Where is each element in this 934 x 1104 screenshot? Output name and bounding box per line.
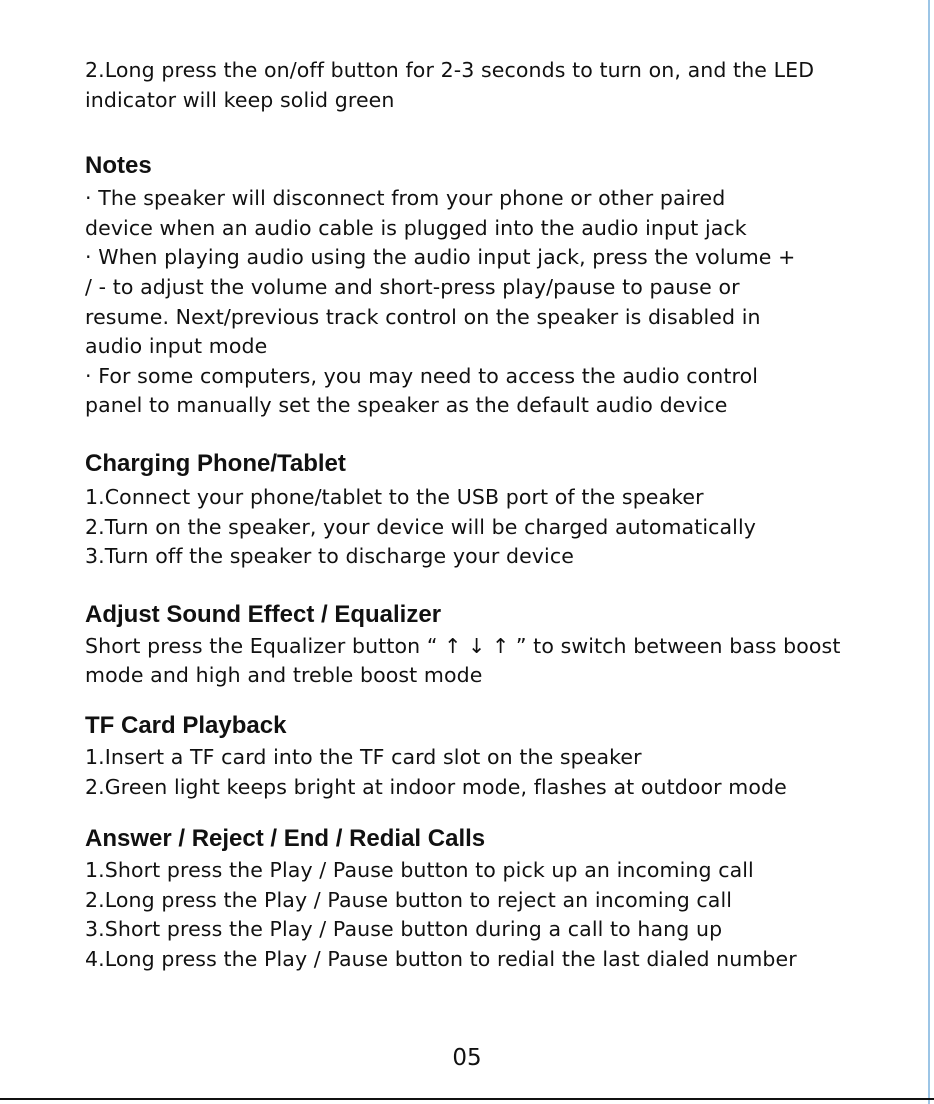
calls-line: 3.Short press the Play / Pause button during a call to hang up (85, 917, 723, 942)
equalizer-line: Short press the Equalizer button “ ↑ ↓ ↑ ” to switch between bass boost (85, 633, 841, 658)
charging-section (85, 449, 875, 572)
manual-page (85, 56, 875, 974)
page-number: 05 (452, 1045, 482, 1071)
charging-heading: Charging Phone/Tablet (85, 449, 346, 477)
calls-line: 1.Short press the Play / Pause button to pick up an incoming call (85, 858, 754, 883)
notes-line: device when an audio cable is plugged into the audio input jack (85, 215, 747, 240)
notes-section (85, 151, 875, 421)
bottom-rule (0, 1098, 934, 1100)
tf-card-line: 2.Green light keeps bright at indoor mode, flashes at outdoor mode (85, 774, 787, 799)
tf-card-line: 1.Insert a TF card into the TF card slot on the speaker (85, 744, 642, 769)
notes-line: · When playing audio using the audio input jack, press the volume + (85, 245, 796, 270)
calls-heading: Answer / Reject / End / Redial Calls (85, 825, 486, 853)
equalizer-section (85, 600, 875, 691)
intro-line: indicator will keep solid green (85, 87, 395, 112)
notes-heading: Notes (85, 152, 152, 180)
tf-card-section (85, 711, 875, 802)
equalizer-line: mode and high and treble boost mode (85, 663, 483, 688)
notes-line: panel to manually set the speaker as the default audio device (85, 393, 728, 418)
notes-line: resume. Next/previous track control on the speaker is disabled in (85, 304, 761, 329)
right-margin-rule (928, 0, 930, 1104)
charging-line: 1.Connect your phone/tablet to the USB port of the speaker (85, 484, 704, 509)
calls-section (85, 824, 875, 974)
notes-line: / - to adjust the volume and short-press play/pause to pause or (85, 274, 740, 299)
tf-card-heading: TF Card Playback (85, 711, 287, 739)
notes-line: audio input mode (85, 334, 268, 359)
intro-section (85, 56, 875, 115)
charging-line: 3.Turn off the speaker to discharge your device (85, 544, 574, 569)
calls-line: 2.Long press the Play / Pause button to reject an incoming call (85, 887, 733, 912)
calls-line: 4.Long press the Play / Pause button to redial the last dialed number (85, 946, 797, 971)
equalizer-heading: Adjust Sound Effect / Equalizer (85, 600, 442, 628)
notes-line: · The speaker will disconnect from your phone or other paired (85, 186, 726, 211)
notes-line: · For some computers, you may need to access the audio control (85, 363, 759, 388)
charging-line: 2.Turn on the speaker, your device will be charged automatically (85, 514, 757, 539)
intro-line: 2.Long press the on/off button for 2-3 seconds to turn on, and the LED (85, 58, 815, 82)
